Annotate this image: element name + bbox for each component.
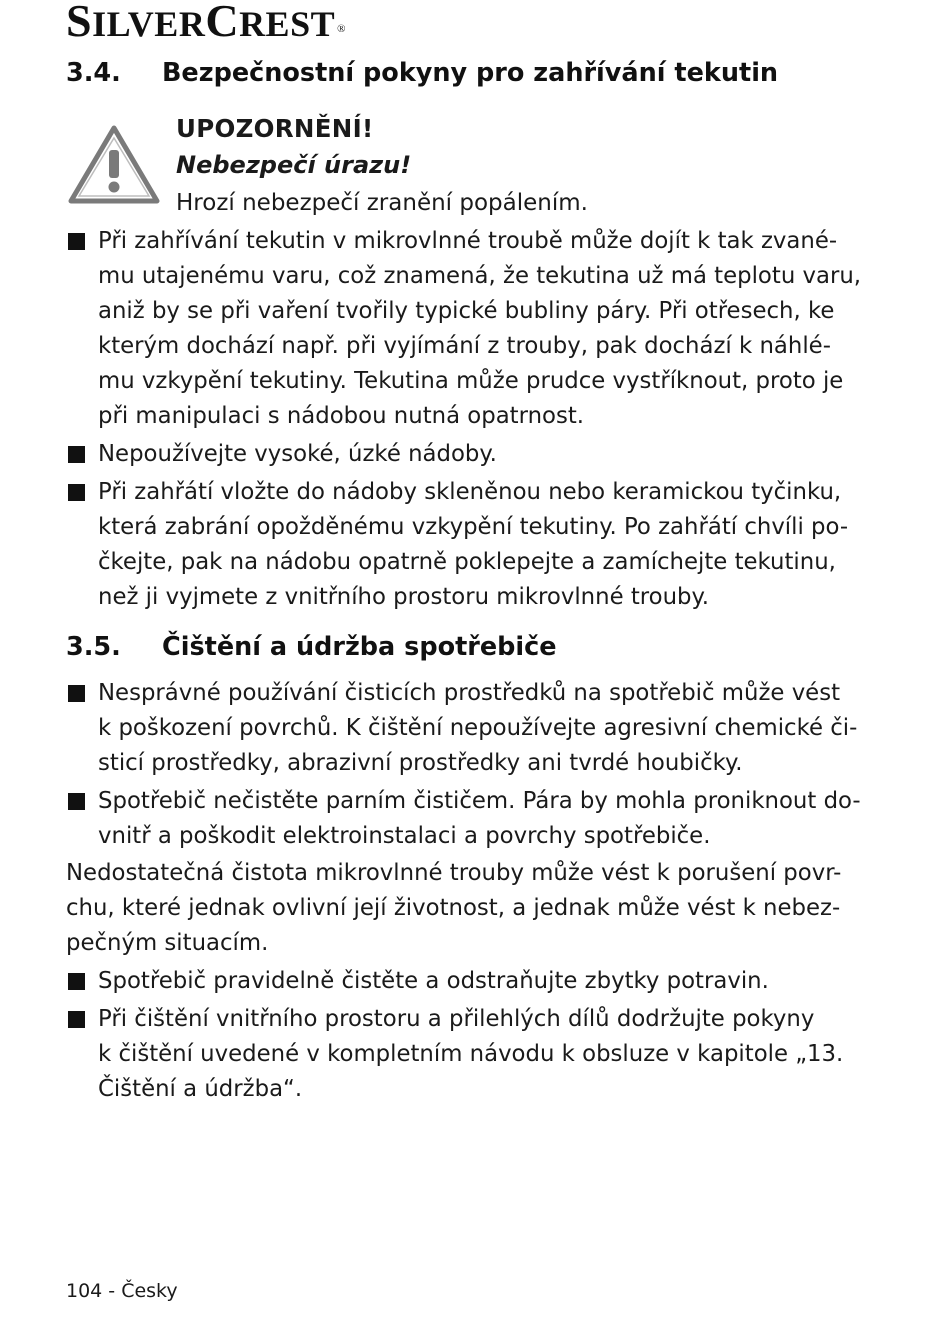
section-number: 3.4. [66, 58, 121, 88]
list-item-line: k čištění uvedené v kompletním návodu k obsluze v kapitole „13. [98, 1041, 844, 1067]
list-item-line: než ji vyjmete z vnitřního prostoru mikrovlnné trouby. [98, 584, 710, 610]
list-item-line: mu utajenému varu, což znamená, že tekutina už má teplotu varu, [98, 263, 862, 289]
list-item-line: Spotřebič nečistěte parním čističem. Pára by mohla proniknout do- [98, 788, 861, 814]
list-item-line: která zabrání opožděnému vzkypění tekutiny. Po zahřátí chvíli po- [98, 514, 849, 540]
bullet-square-icon [68, 484, 85, 501]
list-item-line: vnitř a poškodit elektroinstalaci a povrchy spotřebiče. [98, 823, 711, 849]
list-item-line: Nepoužívejte vysoké, úzké nádoby. [98, 441, 497, 467]
bullet-square-icon [68, 446, 85, 463]
bullet-square-icon [68, 793, 85, 810]
section-title: Bezpečnostní pokyny pro zahřívání tekutin [162, 58, 779, 88]
list-item-line: aniž by se při vaření tvořily typické bubliny páry. Při otřesech, ke [98, 298, 835, 324]
bullet-square-icon [68, 1011, 85, 1028]
list-item-line: kterým dochází např. při vyjímání z trouby, pak dochází k náhlé- [98, 333, 831, 359]
bullet-square-icon [68, 685, 85, 702]
paragraph-line: chu, které jednak ovlivní její životnost, a jednak může vést k nebez- [66, 895, 841, 921]
section-number: 3.5. [66, 632, 121, 662]
bullet-square-icon [68, 233, 85, 250]
brand-logo: SILVERCREST ® [66, 0, 346, 46]
warning-triangle-icon [68, 124, 160, 204]
list-item-line: Při čištění vnitřního prostoru a přilehlých dílů dodržujte pokyny [98, 1006, 815, 1032]
warning-title: UPOZORNĚNÍ! [176, 114, 374, 143]
list-item-line: Spotřebič pravidelně čistěte a odstraňujte zbytky potravin. [98, 968, 769, 994]
list-item-line: sticí prostředky, abrazivní prostředky ani tvrdé houbičky. [98, 750, 743, 776]
page-footer: 104 - Česky [66, 1280, 178, 1302]
list-item-line: při manipulaci s nádobou nutná opatrnost. [98, 403, 585, 429]
body-paragraph [66, 856, 841, 961]
list-item-line: k poškození povrchů. K čištění nepoužívejte agresivní chemické či- [98, 715, 858, 741]
list-item-line: Při zahřátí vložte do nádoby skleněnou nebo keramickou tyčinku, [98, 479, 842, 505]
paragraph-line: Nedostatečná čistota mikrovlnné trouby může vést k porušení povr- [66, 860, 842, 886]
warning-text: Hrozí nebezpečí zranění popálením. [176, 190, 588, 216]
list-item-line: Nesprávné používání čisticích prostředků na spotřebič může vést [98, 680, 841, 706]
list-item-line: čkejte, pak na nádobu opatrně poklepejte a zamíchejte tekutinu, [98, 549, 836, 575]
list-item-line: mu vzkypění tekutiny. Tekutina může prudce vystříknout, proto je [98, 368, 844, 394]
section-heading-3-4 [66, 56, 778, 90]
section-heading-3-5 [66, 630, 557, 664]
bullet-square-icon [68, 973, 85, 990]
section-title: Čištění a údržba spotřebiče [162, 632, 557, 662]
warning-subtitle: Nebezpečí úrazu! [176, 151, 412, 179]
list-item-line: Při zahřívání tekutin v mikrovlnné troubě může dojít k tak zvané- [98, 228, 838, 254]
paragraph-line: pečným situacím. [66, 930, 269, 956]
list-item-line: Čištění a údržba“. [98, 1076, 303, 1102]
